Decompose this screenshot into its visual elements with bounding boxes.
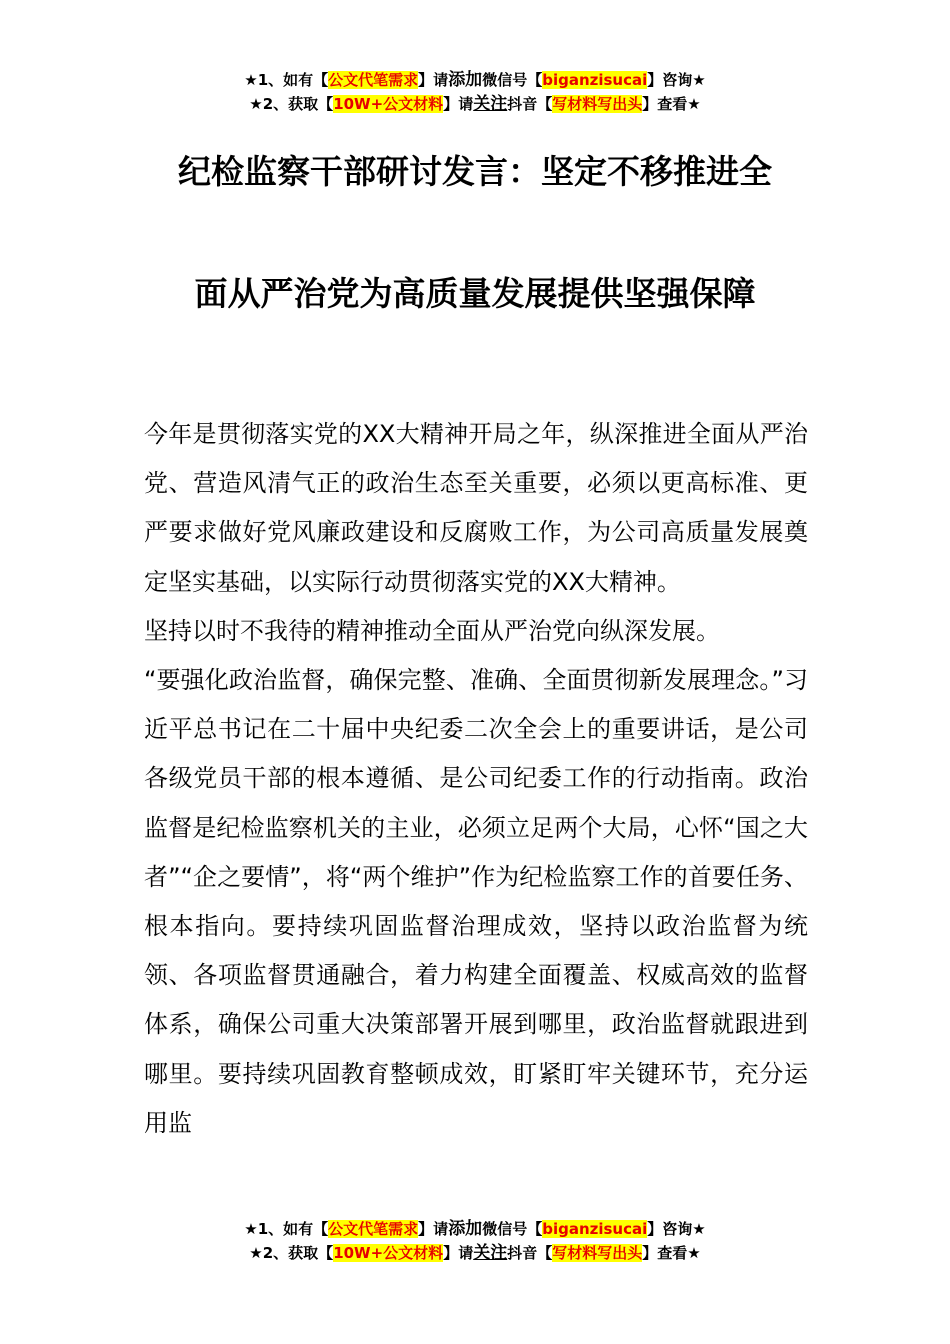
promo-text: 】咨询★: [647, 1220, 706, 1238]
promo-line-2: [0, 1241, 950, 1265]
promo-highlight: 10W+公文材料: [333, 1244, 444, 1262]
paragraph: “要强化政治监督，确保完整、准确、全面贯彻新发展理念。”习近平总书记在二十届中央纪委二次全会上的重要讲话，是公司各级党员干部的根本遵循、是公司纪委工作的行动指南。政治监督是纪检监察机关的主业，必须立足两个大局，心怀“国之大者”“企之要情”，将“两个维护”作为纪检监察工作的首要任务、根本指向。要持续巩固监督治理成效，坚持以政治监督为统领、各项监督贯通融合，着力构建全面覆盖、权威高效的监督体系，确保公司重大决策部署开展到哪里，政治监督就跟进到哪里。要持续巩固教育整顿成效，盯紧盯牢关键环节，充分运用监: [144, 666, 808, 1137]
promo-text: ★2、获取【: [249, 1244, 334, 1262]
promo-banner-bottom: [0, 1217, 950, 1265]
promo-emphasis: 关注: [473, 1243, 508, 1263]
promo-text: 】请: [418, 71, 449, 89]
promo-text: 】请: [443, 1244, 474, 1262]
promo-line-1: [0, 68, 950, 92]
promo-text: 】咨询★: [647, 71, 706, 89]
promo-text: 抖音【: [507, 95, 553, 113]
paragraph: 坚持以时不我待的精神推动全面从严治党向纵深发展。: [144, 616, 720, 645]
promo-douyin-id: 写材料写出头: [552, 1244, 643, 1262]
promo-text: 】请: [443, 95, 474, 113]
paragraph: 今年是贯彻落实党的XX大精神开局之年，纵深推进全面从严治党、营造风清气正的政治生态至关重要，必须以更高标准、更严要求做好党风廉政建设和反腐败工作，为公司高质量发展奠定坚实基础，以实际行动贯彻落实党的XX大精神。: [144, 420, 808, 596]
promo-text: ★1、如有【: [244, 1220, 329, 1238]
document-body: [144, 410, 808, 1148]
promo-banner-top: [0, 68, 950, 116]
document-title-line-1: 纪检监察干部研讨发言：坚定不移推进全: [178, 152, 772, 191]
document-title-line-2: 面从严治党为高质量发展提供坚强保障: [194, 274, 756, 313]
promo-text: 微信号【: [482, 71, 543, 89]
promo-text: 抖音【: [507, 1244, 553, 1262]
promo-highlight: 公文代笔需求: [328, 71, 419, 89]
promo-text: 】请: [418, 1220, 449, 1238]
promo-text: 】查看★: [642, 1244, 701, 1262]
promo-emphasis: 添加: [448, 70, 483, 90]
promo-douyin-id: 写材料写出头: [552, 95, 643, 113]
promo-text: 】查看★: [642, 95, 701, 113]
promo-text: 微信号【: [482, 1220, 543, 1238]
promo-wechat-id: biganzisucai: [542, 71, 648, 89]
promo-highlight: 10W+公文材料: [333, 95, 444, 113]
promo-text: ★1、如有【: [244, 71, 329, 89]
promo-line-2: [0, 92, 950, 116]
promo-highlight: 公文代笔需求: [328, 1220, 419, 1238]
promo-text: ★2、获取【: [249, 95, 334, 113]
promo-line-1: [0, 1217, 950, 1241]
promo-wechat-id: biganzisucai: [542, 1220, 648, 1238]
promo-emphasis: 添加: [448, 1219, 483, 1239]
promo-emphasis: 关注: [473, 94, 508, 114]
